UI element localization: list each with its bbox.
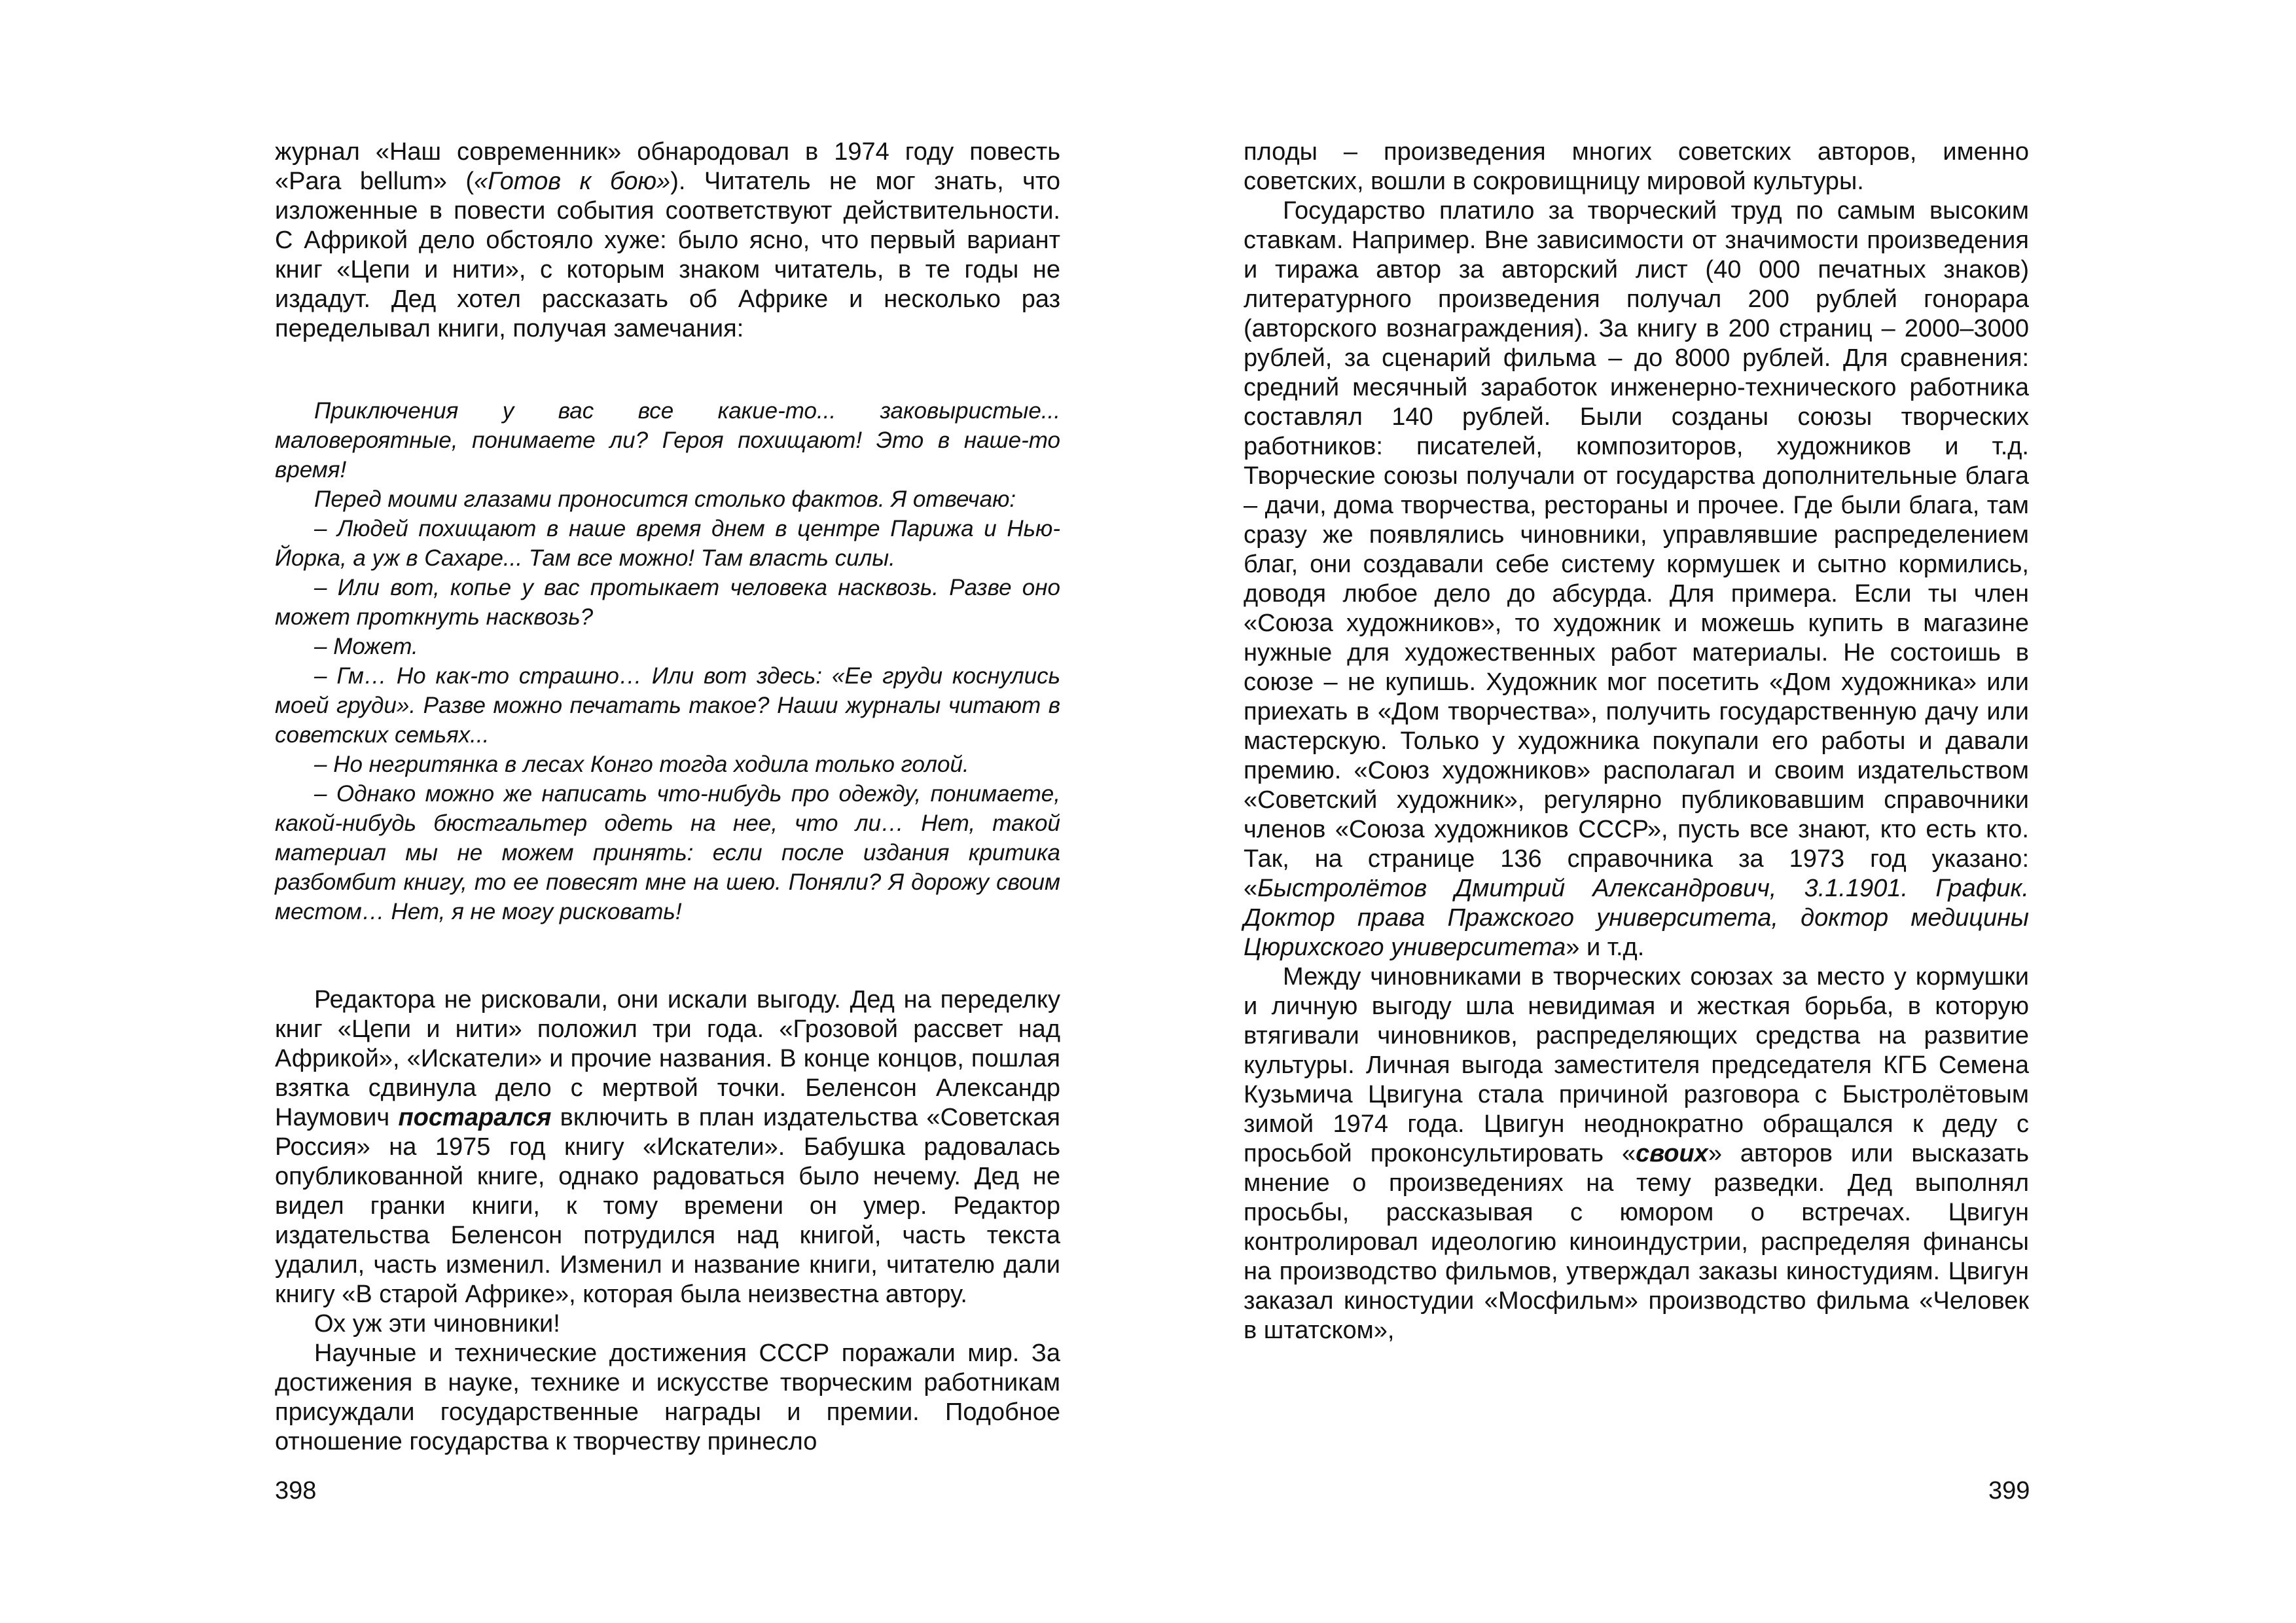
quote-block (275, 396, 1060, 926)
quote-line-5: – Может. (314, 634, 418, 659)
left-p2-text-c: включить в план издательства «Советская Россия» на 1975 год книгу «Искатели». Бабушка радовалась опубликованной книге, однако радоваться было нечему. Дед не видел гранки книги, к тому времени он умер. Редактор издательства Беленсон потрудился над книгой, часть текста удалил, часть изменил. Изменил и название книги, читателю дали книгу «В старой Африке», которая была неизвестна автору. (275, 1104, 1060, 1308)
quote-line-6: – Гм… Но как-то страшно… Или вот здесь: «Ее груди коснулись моей груди». Разве можно печатать такое? Наши журналы читают в советских семьях... (275, 663, 1060, 748)
right-paragraph-1: плоды – произведения многих советских авторов, именно советских, вошли в сокровищницу мировой культуры. (1244, 138, 2029, 195)
left-paragraph-3: Ох уж эти чиновники! (314, 1310, 560, 1338)
left-p1-text-a: журнал «Наш современник» обнародовал в 1974 году повесть «Para bellum» ( (275, 138, 1060, 195)
left-page (275, 137, 1060, 1525)
spacer (275, 344, 1060, 396)
left-paragraph-2 (275, 985, 1060, 1309)
right-paragraph-2 (1244, 196, 2029, 962)
quote-line-2: Перед моими глазами проносится столько фактов. Я отвечаю: (314, 486, 1016, 512)
left-paragraph-4: Научные и технические достижения СССР поражали мир. За достижения в науке, технике и искусстве творческим работникам присуждали государственные награды и премии. Подобное отношение государства к творчеству принесло (275, 1340, 1060, 1455)
quote-line-1: Приключения у вас все какие-то... заковыристые... маловероятные, понимаете ли? Героя похищают! Это в наше-то время! (275, 398, 1060, 483)
quote-line-3: – Людей похищают в наше время днем в центре Парижа и Нью-Йорка, а уж в Сахаре... Там все можно! Там власть силы. (275, 516, 1060, 571)
page-number-left: 398 (275, 1477, 317, 1504)
left-p1-italic-title: «Готов к бою» (474, 168, 671, 195)
right-page (1244, 137, 2029, 1525)
right-p3-text-c: » авторов или высказать мнение о произведениях на тему разведки. Дед выполнял просьбы, рассказывая с юмором о встречах. Цвигун контролировал идеологию киноиндустрии, распределяя финансы на производство фильмов, утверждал заказы киностудиям. Цвигун заказал киностудии «Мосфильм» производство фильма «Человек в штатском», (1244, 1140, 2030, 1344)
left-p2-emphasis: постарался (398, 1104, 552, 1131)
right-p2-text-c: » и т.д. (1566, 934, 1645, 961)
left-paragraph-1 (275, 137, 1060, 344)
right-p3-text-a: Между чиновниками в творческих союзах за место у кормушки и личную выгоду шла невидимая и жесткая борьба, в которую втягивали чиновников, распределяющих средства на развитие культуры. Личная выгода заместителя председателя КГБ Семена Кузьмича Цвигуна стала причиной разговора с Быстролётовым зимой 1974 года. Цвигун неоднократно обращался к деду с просьбой проконсультировать « (1244, 963, 2029, 1167)
quote-line-7: – Но негритянка в лесах Конго тогда ходила только голой. (314, 752, 969, 777)
page-number-right: 399 (1988, 1477, 2030, 1504)
left-p2-text-a: Редактора не рисковали, они искали выгоду. Дед на переделку книг «Цепи и нити» положил три года. «Грозовой рассвет над Африкой», «Искатели» и прочие названия. В конце концов, пошлая взятка сдвинула дело с мертвой точки. Беленсон Александр Наумович (275, 986, 1060, 1131)
quote-line-4: – Или вот, копье у вас протыкает человека насквозь. Разве оно может проткнуть насквозь? (275, 575, 1060, 630)
right-paragraph-3 (1244, 962, 2029, 1345)
right-p3-emphasis: своих (1636, 1140, 1708, 1167)
quote-line-8: – Однако можно же написать что-нибудь про одежду, понимаете, какой-нибудь бюстгальтер одеть на нее, что ли… Нет, такой материал мы не можем принять: если после издания критика разбомбит книгу, то ее повесят мне на шею. Поняли? Я дорожу своим местом… Нет, я не могу рисковать! (275, 781, 1060, 924)
left-p1-text-c: ). Читатель не мог знать, что изложенные в повести события соответствуют действительности. С Африкой дело обстояло хуже: было ясно, что первый вариант книг «Цепи и нити», с которым знаком читатель, в те годы не издадут. Дед хотел рассказать об Африке и несколько раз переделывал книги, получая замечания: (275, 168, 1061, 342)
spacer (275, 926, 1060, 985)
right-p2-text-a: Государство платило за творческий труд по самым высоким ставкам. Например. Вне зависимости от значимости произведения и тиража автор за авторский лист (40 000 печатных знаков) литературного произведения получал 200 рублей гонорара (авторского вознаграждения). За книгу в 200 страниц – 2000–3000 рублей, за сценарий фильма – до 8000 рублей. Для сравнения: средний месячный заработок инженерно-технического работника составлял 140 рублей. Были созданы союзы творческих работников: писателей, композиторов, художников и т.д. Творческие союзы получали от государства дополнительные блага – дачи, дома творчества, рестораны и прочее. Где были блага, там сразу же появлялись чиновники, управлявшие распределением благ, они создавали себе систему кормушек и сытно кормились, доводя любое дело до абсурда. Для примера. Если ты член «Союза художников», то художник и можешь купить в магазине нужные для художественных работ материалы. Не состоишь в союзе – не купишь. Художник мог посетить «Дом художника» или приехать в «Дом творчества», получить государственную дачу или мастерскую. Только у художника покупали его работы и давали премию. «Союз художников» располагал и своим издательством «Советский художник», регулярно публиковавшим справочники членов «Союза художников СССР», пусть все знают, кто есть кто. Так, на странице 136 справочника за 1973 год указано: « (1244, 197, 2029, 902)
right-p2-italic-citation: Быстролётов Дмитрий Александрович, 3.1.1901. График. Доктор права Пражского университета, доктор медицины Цюрихского университета (1244, 875, 2029, 961)
